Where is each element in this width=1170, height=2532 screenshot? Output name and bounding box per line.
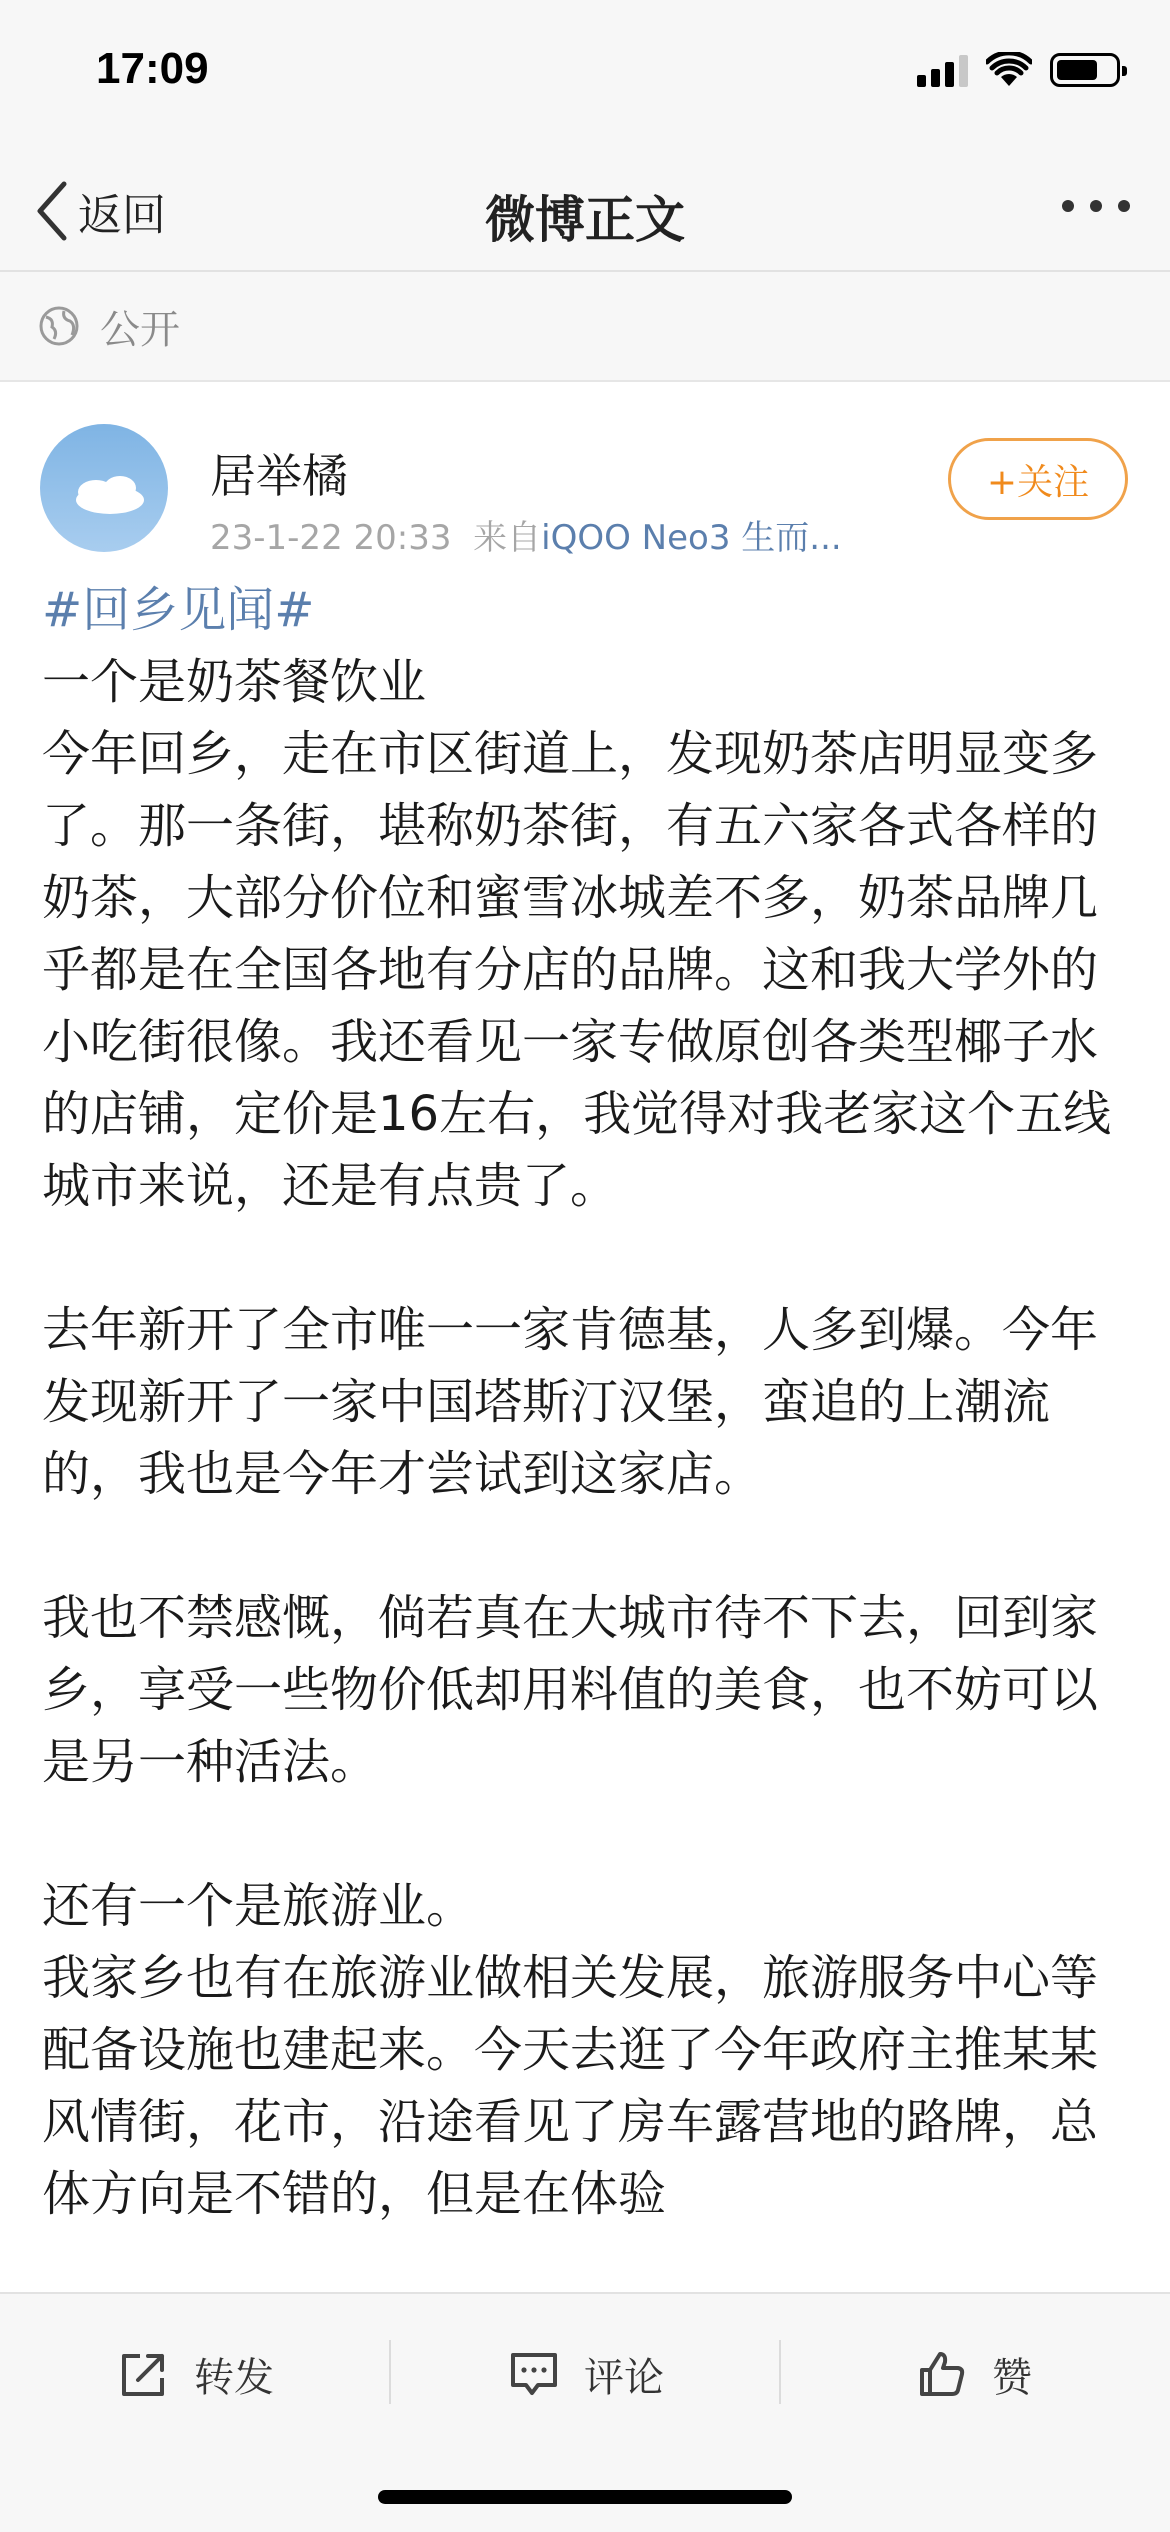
post-paragraph: 我家乡也有在旅游业做相关发展，旅游服务中心等配备设施也建起来。今天去逛了今年政府主推某某风情街，花市，沿途看见了房车露营地的路牌，总体方向是不错的，但是在体验 bbox=[42, 1950, 1099, 2222]
source-prefix: 来自 bbox=[473, 518, 542, 558]
post-paragraph: 还有一个是旅游业。 bbox=[42, 1878, 475, 1934]
post-timestamp: 23-1-22 20:33 bbox=[210, 518, 452, 558]
page-title: 微博正文 bbox=[485, 191, 685, 249]
repost-label: 转发 bbox=[194, 2354, 274, 2401]
home-indicator[interactable] bbox=[378, 2490, 792, 2504]
cellular-signal-icon bbox=[917, 53, 968, 87]
comment-button[interactable] bbox=[508, 2334, 664, 2414]
post-paragraph: 我也不禁感慨，倘若真在大城市待不下去，回到家乡，享受一些物价低却用料值的美食，也不妨可以是另一种活法。 bbox=[42, 1590, 1099, 1790]
follow-button[interactable]: +关注 bbox=[948, 438, 1128, 520]
thumbs-up-icon bbox=[916, 2348, 968, 2400]
author-meta bbox=[210, 510, 842, 559]
status-bar bbox=[0, 0, 1170, 150]
back-label: 返回 bbox=[78, 190, 166, 241]
author-name[interactable]: 居举橘 bbox=[210, 449, 348, 503]
status-icons bbox=[917, 52, 1120, 88]
post-paragraph: 今年回乡，走在市区街道上，发现奶茶店明显变多了。那一条街，堪称奶茶街，有五六家各式各样的奶茶，大部分价位和蜜雪冰城差不多，奶茶品牌几乎都是在全国各地有分店的品牌。这和我大学外的小吃街很像。我还看见一家专做原创各类型椰子水的店铺，定价是16左右，我觉得对我老家这个五线城市来说，还是有点贵了。 bbox=[42, 726, 1112, 1214]
comment-icon bbox=[508, 2348, 560, 2400]
visibility-label: 公开 bbox=[100, 306, 180, 353]
like-label: 赞 bbox=[992, 2354, 1032, 2401]
post-paragraph: 去年新开了全市唯一一家肯德基，人多到爆。今年发现新开了一家中国塔斯汀汉堡，蛮追的上潮流的，我也是今年才尝试到这家店。 bbox=[42, 1302, 1099, 1502]
status-time: 17:09 bbox=[96, 44, 209, 93]
more-icon[interactable] bbox=[1062, 200, 1130, 212]
nav-bar bbox=[0, 150, 1170, 272]
visibility-row bbox=[0, 272, 1170, 382]
comment-label: 评论 bbox=[584, 2354, 664, 2401]
divider bbox=[779, 2340, 781, 2404]
divider bbox=[389, 2340, 391, 2404]
like-button[interactable] bbox=[916, 2334, 1032, 2414]
post-source[interactable]: iQOO Neo3 生而... bbox=[541, 518, 842, 558]
battery-icon bbox=[1050, 53, 1120, 87]
post-paragraph: 一个是奶茶餐饮业 bbox=[42, 654, 427, 710]
globe-icon bbox=[38, 305, 80, 347]
avatar[interactable] bbox=[40, 424, 168, 552]
post-body bbox=[42, 574, 1142, 2230]
repost-button[interactable] bbox=[118, 2334, 274, 2414]
topic-tag[interactable]: #回乡见闻# bbox=[42, 582, 315, 638]
repost-icon bbox=[118, 2348, 170, 2400]
wifi-icon bbox=[986, 52, 1032, 88]
